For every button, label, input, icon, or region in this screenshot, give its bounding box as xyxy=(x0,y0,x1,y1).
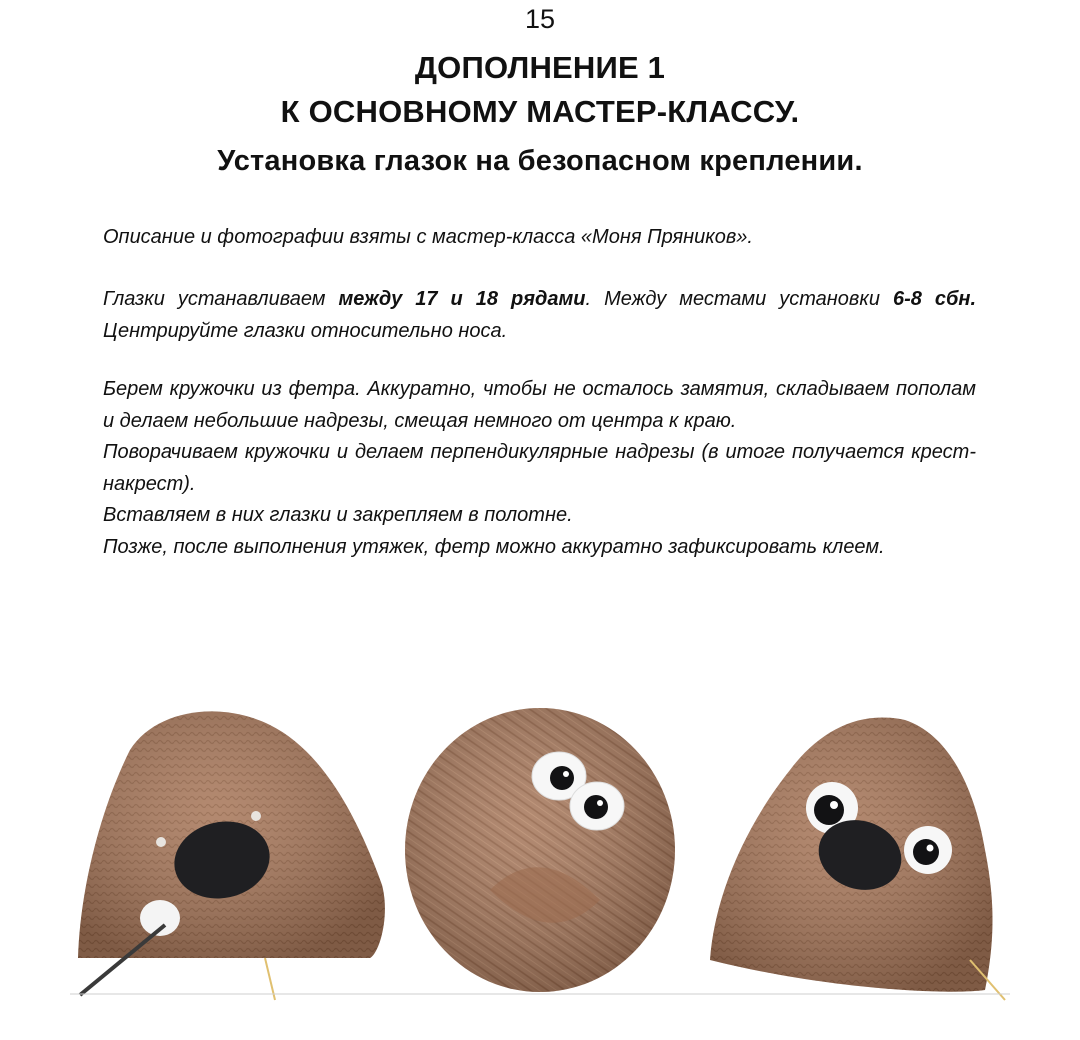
eyes-text-2: . Между местами установки xyxy=(585,288,893,310)
step-paragraph: Позже, после выполнения утяжек, фетр можно аккуратно зафиксировать клеем. xyxy=(103,535,885,558)
step-paragraph: Вставляем в них глазки и закрепляем в полотне. xyxy=(103,504,573,526)
subtitle: Установка глазок на безопасном креплении. xyxy=(217,145,863,177)
eyes-stitch-count: 6-8 сбн. xyxy=(892,288,977,310)
eyes-placement-paragraph xyxy=(103,284,976,347)
source-note: Описание и фотографии взяты с мастер-класса «Моня Пряников». xyxy=(103,226,753,248)
eyes-rows-emphasis: между 17 и 18 рядами xyxy=(338,288,586,310)
steps-block xyxy=(103,374,976,563)
eye-icon xyxy=(904,826,952,874)
eyes-text-3: Центрируйте глазки относительно носа. xyxy=(103,319,508,342)
photo-finished-head xyxy=(710,717,1005,1000)
step-paragraph: Поворачиваем кружочки и делаем перпендикулярные надрезы (в итоге получается крест-накрест). xyxy=(103,441,976,495)
step-paragraph: Берем кружочки из фетра. Аккуратно, чтобы не осталось замятия, складываем пополам и делаем небольшие надрезы, смещая немного от центра к краю. xyxy=(103,378,976,432)
eye-icon xyxy=(570,782,624,830)
photo-yarn-ball xyxy=(405,708,675,992)
title-line-1: ДОПОЛНЕНИЕ 1 xyxy=(414,50,666,85)
photo-strip xyxy=(70,690,1010,1010)
title-line-2: К ОСНОВНОМУ МАСТЕР-КЛАССУ. xyxy=(280,94,800,129)
pin-marker xyxy=(251,811,261,821)
eyes-text-1: Глазки устанавливаем xyxy=(103,288,339,310)
pin-marker xyxy=(156,837,166,847)
photo-hat-with-nose xyxy=(78,711,385,1000)
page-number: 15 xyxy=(524,4,556,34)
